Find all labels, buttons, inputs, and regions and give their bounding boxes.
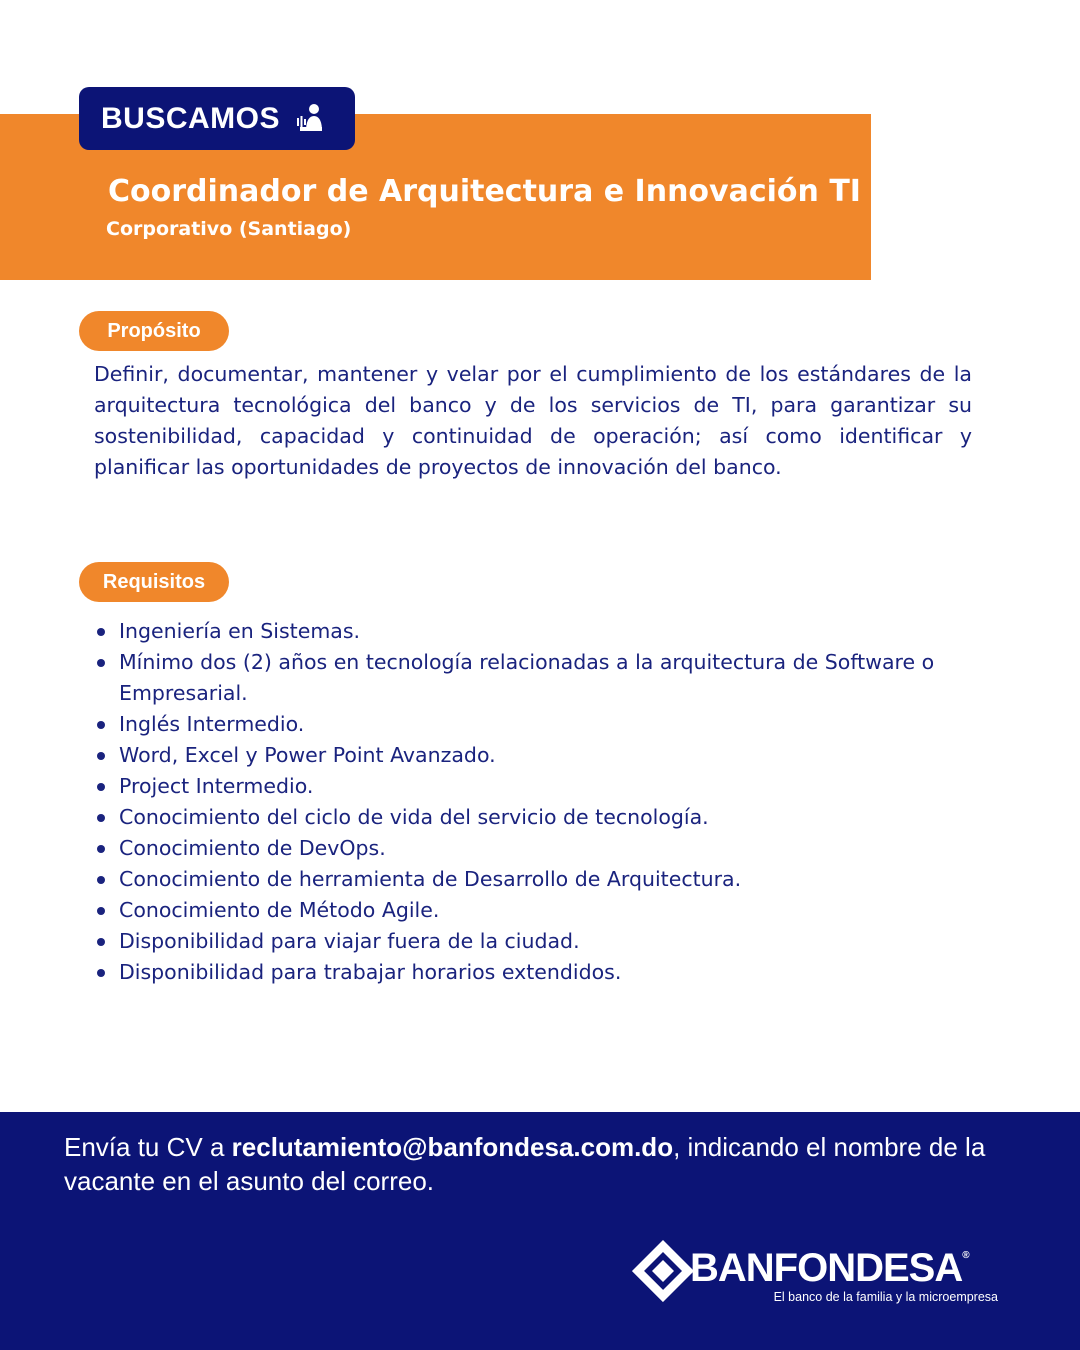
list-item: Word, Excel y Power Point Avanzado. <box>94 740 974 771</box>
registered-mark: ® <box>962 1250 969 1261</box>
job-location: Corporativo (Santiago) <box>106 218 352 240</box>
list-item: Project Intermedio. <box>94 771 974 802</box>
list-item: Disponibilidad para viajar fuera de la ciudad. <box>94 926 974 957</box>
list-item: Conocimiento de herramienta de Desarrollo de Arquitectura. <box>94 864 974 895</box>
list-item: Disponibilidad para trabajar horarios extendidos. <box>94 957 974 988</box>
list-item: Conocimiento de Método Agile. <box>94 895 974 926</box>
bullet-icon <box>97 721 105 729</box>
bullet-icon <box>97 938 105 946</box>
job-title: Coordinador de Arquitectura e Innovación TI <box>108 174 861 209</box>
bullet-icon <box>97 845 105 853</box>
brand-name: BANFONDESA® <box>690 1246 969 1290</box>
bullet-icon <box>97 907 105 915</box>
list-item: Conocimiento de DevOps. <box>94 833 974 864</box>
bullet-icon <box>97 969 105 977</box>
list-item: Inglés Intermedio. <box>94 709 974 740</box>
list-item: Mínimo dos (2) años en tecnología relacionadas a la arquitectura de Software o Empresarial. <box>94 647 974 709</box>
bullet-icon <box>97 659 105 667</box>
brand-logo <box>630 1238 1000 1308</box>
cta-prefix: Envía tu CV a <box>64 1132 232 1162</box>
buscamos-badge <box>79 87 355 150</box>
person-at-desk-icon <box>292 101 328 137</box>
list-item: Ingeniería en Sistemas. <box>94 616 974 647</box>
purpose-text: Definir, documentar, mantener y velar por el cumplimiento de los estándares de la arquitectura tecnológica del banco y de los servicios de TI, para garantizar su sostenibilidad, capacidad y continuidad de operación; así como identificar y planificar las oportunidades de proyectos de innovación del banco. <box>94 362 972 479</box>
requirements-section-label: Requisitos <box>79 562 229 602</box>
bullet-icon <box>97 876 105 884</box>
cta-suffix: , indicando el nombre de la vacante en el asunto del correo. <box>64 1132 986 1196</box>
list-item: Conocimiento del ciclo de vida del servicio de tecnología. <box>94 802 974 833</box>
bullet-icon <box>97 628 105 636</box>
bullet-icon <box>97 814 105 822</box>
recruitment-email-link[interactable]: reclutamiento@banfondesa.com.do <box>231 1132 674 1162</box>
apply-instructions <box>64 1130 1024 1198</box>
diamond-logo-icon <box>630 1238 696 1304</box>
bullet-icon <box>97 752 105 760</box>
bullet-icon <box>97 783 105 791</box>
brand-tagline: El banco de la familia y la microempresa <box>773 1290 998 1304</box>
purpose-section-label: Propósito <box>79 311 229 351</box>
buscamos-label: BUSCAMOS <box>101 101 281 135</box>
requirements-list <box>94 616 974 988</box>
